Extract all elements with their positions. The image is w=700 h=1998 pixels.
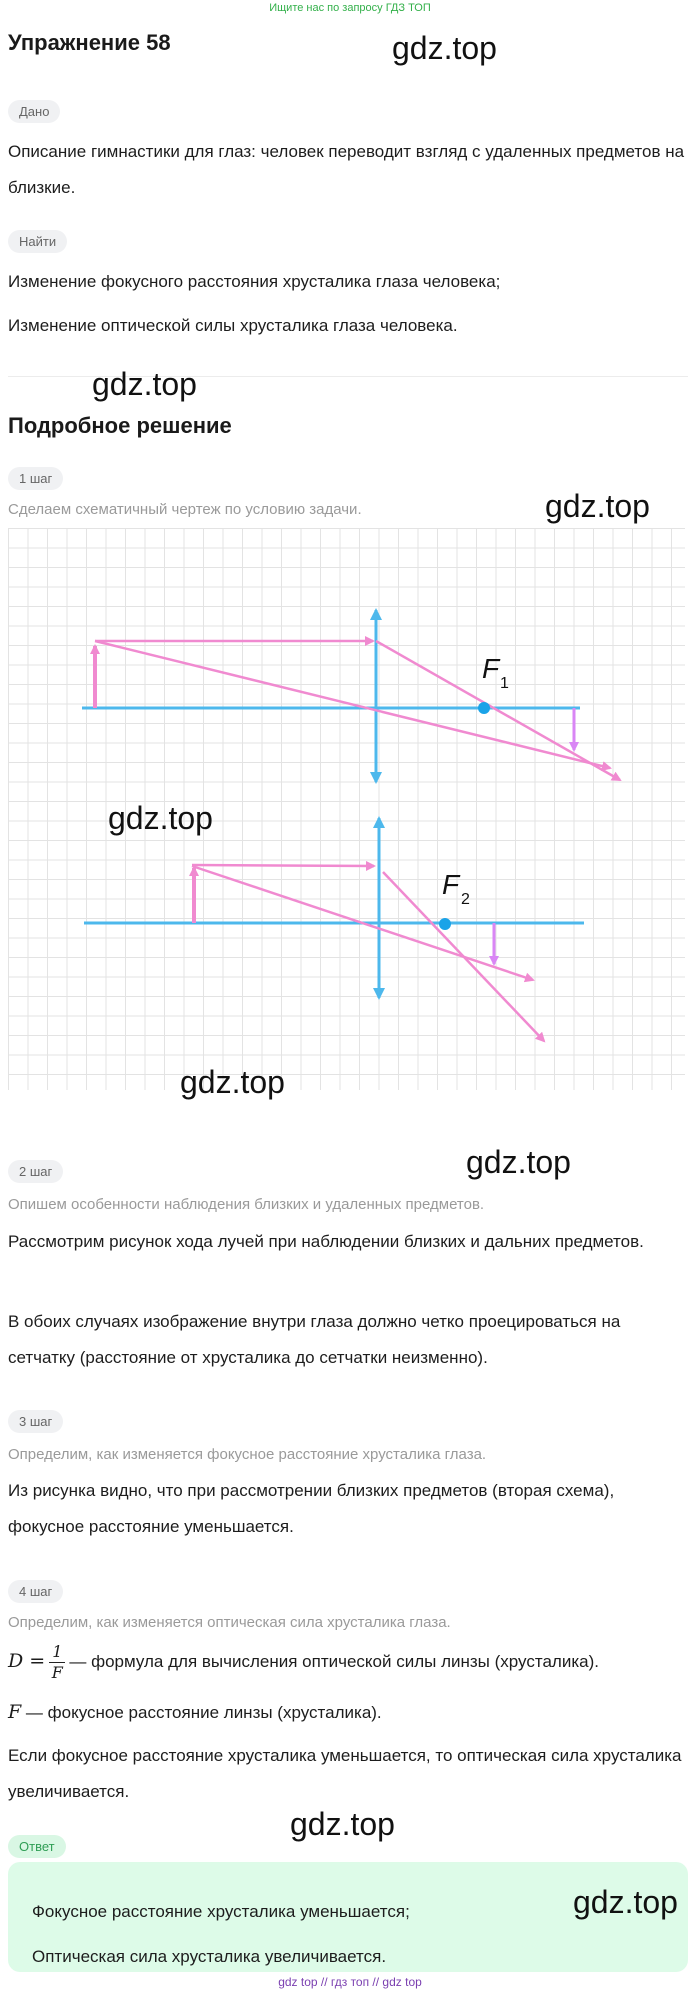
f-symbol: F <box>8 1701 22 1723</box>
formula-fraction <box>49 1642 65 1683</box>
ray-parallel-2 <box>192 865 374 866</box>
step2-caption: Опишем особенности наблюдения близких и удаленных предметов. <box>8 1196 485 1213</box>
answer-line-1: Фокусное расстояние хрусталика уменьшается; <box>32 1902 410 1921</box>
watermark: gdz.top <box>545 488 650 524</box>
solution-heading: Подробное решение <box>8 413 232 438</box>
watermark: gdz.top <box>573 1884 678 1920</box>
formula-denominator: F <box>51 1663 63 1683</box>
step3-paragraph-1: Из рисунка видно, что при рассмотрении близких предметов (вторая схема), фокусное расстояние уменьшается. <box>8 1481 615 1536</box>
watermark: gdz.top <box>392 30 497 66</box>
step2-paragraph-1: Рассмотрим рисунок хода лучей при наблюдении близких и дальних предметов. <box>8 1232 644 1251</box>
watermark: gdz.top <box>180 1064 285 1100</box>
step4-badge-label: 4 шаг <box>8 1580 63 1603</box>
step1-badge <box>8 467 63 490</box>
ray-central-1 <box>95 641 610 768</box>
step3-badge-label: 3 шаг <box>8 1410 63 1433</box>
focus-point-1 <box>478 702 490 714</box>
answer-badge-label: Ответ <box>8 1835 66 1858</box>
step2-paragraph-2: В обоих случаях изображение внутри глаза должно четко проецироваться на сетчатку (расстояние от хрусталика до сетчатки неизменно). <box>8 1312 621 1367</box>
find-line-1: Изменение фокусного расстояния хрусталика глаза человека; <box>8 272 501 291</box>
focus-point-2 <box>439 918 451 930</box>
step3-badge <box>8 1410 63 1433</box>
given-badge <box>8 100 60 123</box>
footer-links[interactable]: gdz top // гдз топ // gdz top <box>278 1975 422 1989</box>
focus-sub-2: 2 <box>461 891 470 908</box>
formula-line <box>8 1637 688 1686</box>
page-title: Упражнение 58 <box>8 30 171 55</box>
formula-numerator: 1 <box>49 1642 65 1663</box>
answer-line-2: Оптическая сила хрусталика увеличивается. <box>32 1947 387 1966</box>
focus-sub-1: 1 <box>500 675 509 692</box>
step1-badge-label: 1 шаг <box>8 467 63 490</box>
given-text: Описание гимнастики для глаз: человек переводит взгляд с удаленных предметов на близкие. <box>8 142 685 197</box>
find-line-2: Изменение оптической силы хрусталика глаза человека. <box>8 316 458 335</box>
watermark: gdz.top <box>108 800 213 836</box>
f-definition-line <box>8 1694 688 1731</box>
watermark: gdz.top <box>92 366 197 402</box>
top-search-link[interactable]: Ищите нас по запросу ГДЗ ТОП <box>269 2 431 14</box>
watermark: gdz.top <box>290 1806 395 1842</box>
focus-label-1: F <box>482 653 500 684</box>
formula-lhs: D = <box>8 1650 46 1672</box>
schema-distant-object <box>82 610 620 782</box>
step3-caption: Определим, как изменяется фокусное расстояние хрусталика глаза. <box>8 1446 487 1463</box>
focus-label-2: F <box>442 869 460 900</box>
find-badge <box>8 230 67 253</box>
find-badge-label: Найти <box>8 230 67 253</box>
step4-caption: Определим, как изменяется оптическая сила хрусталика глаза. <box>8 1614 451 1631</box>
step1-caption: Сделаем схематичный чертеж по условию задачи. <box>8 501 362 518</box>
step2-badge <box>8 1160 63 1183</box>
step4-paragraph-1: Если фокусное расстояние хрусталика уменьшается, то оптическая сила хрусталика увеличивается. <box>8 1746 682 1801</box>
schema-near-object <box>84 818 584 1041</box>
step4-badge <box>8 1580 63 1603</box>
answer-badge <box>8 1835 66 1858</box>
step2-badge-label: 2 шаг <box>8 1160 63 1183</box>
f-description: — фокусное расстояние линзы (хрусталика). <box>25 1703 382 1722</box>
formula-description: — формула для вычисления оптической силы линзы (хрусталика). <box>69 1652 599 1671</box>
given-badge-label: Дано <box>8 100 60 123</box>
watermark: gdz.top <box>466 1144 571 1180</box>
